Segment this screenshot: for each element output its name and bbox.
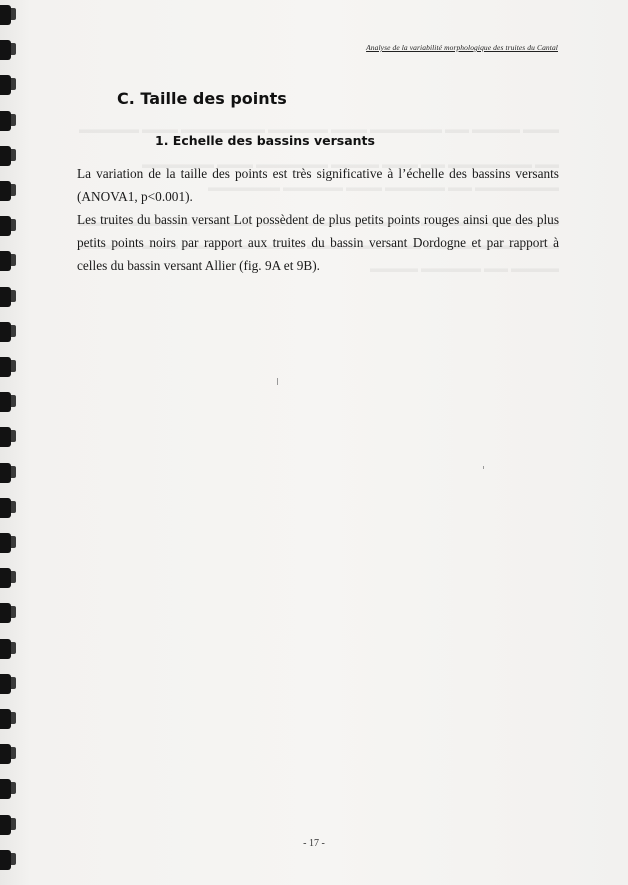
running-header: Analyse de la variabilité morphologique des truites du Cantal <box>366 43 558 52</box>
binder-hole <box>0 427 11 447</box>
body-text <box>77 162 559 277</box>
binder-hole <box>0 709 11 729</box>
binder-hole <box>0 463 11 483</box>
binder-hole <box>0 40 11 60</box>
paragraph-lot-basin: Les truites du bassin versant Lot possèdent de plus petits points rouges ainsi que des plus petits points noirs par rapport aux truites du bassin versant Dordogne et par rapport à celles du bassin versant Allier (fig. 9A et 9B). <box>77 212 559 273</box>
binder-hole <box>0 533 11 553</box>
scan-speck <box>277 378 278 385</box>
binder-hole <box>0 146 11 166</box>
scan-speck <box>483 466 484 469</box>
section-title: C. Taille des points <box>117 89 287 108</box>
page-number: - 17 - <box>303 838 325 849</box>
binder-holes <box>0 0 18 885</box>
binder-hole <box>0 392 11 412</box>
paragraph-anova: La variation de la taille des points est très significative à l’échelle des bassins versants (ANOVA1, p<0.001). <box>77 166 559 204</box>
binder-hole <box>0 287 11 307</box>
binder-hole <box>0 111 11 131</box>
binder-hole <box>0 498 11 518</box>
binder-hole <box>0 568 11 588</box>
binder-hole <box>0 216 11 236</box>
binder-hole <box>0 603 11 623</box>
subsection-title: 1. Echelle des bassins versants <box>155 133 375 148</box>
binder-hole <box>0 181 11 201</box>
binder-hole <box>0 322 11 342</box>
binder-hole <box>0 779 11 799</box>
binder-hole <box>0 815 11 835</box>
binder-hole <box>0 5 11 25</box>
binder-hole <box>0 357 11 377</box>
binder-hole <box>0 850 11 870</box>
binder-hole <box>0 744 11 764</box>
binder-hole <box>0 639 11 659</box>
binder-hole <box>0 674 11 694</box>
binder-hole <box>0 251 11 271</box>
binder-hole <box>0 75 11 95</box>
